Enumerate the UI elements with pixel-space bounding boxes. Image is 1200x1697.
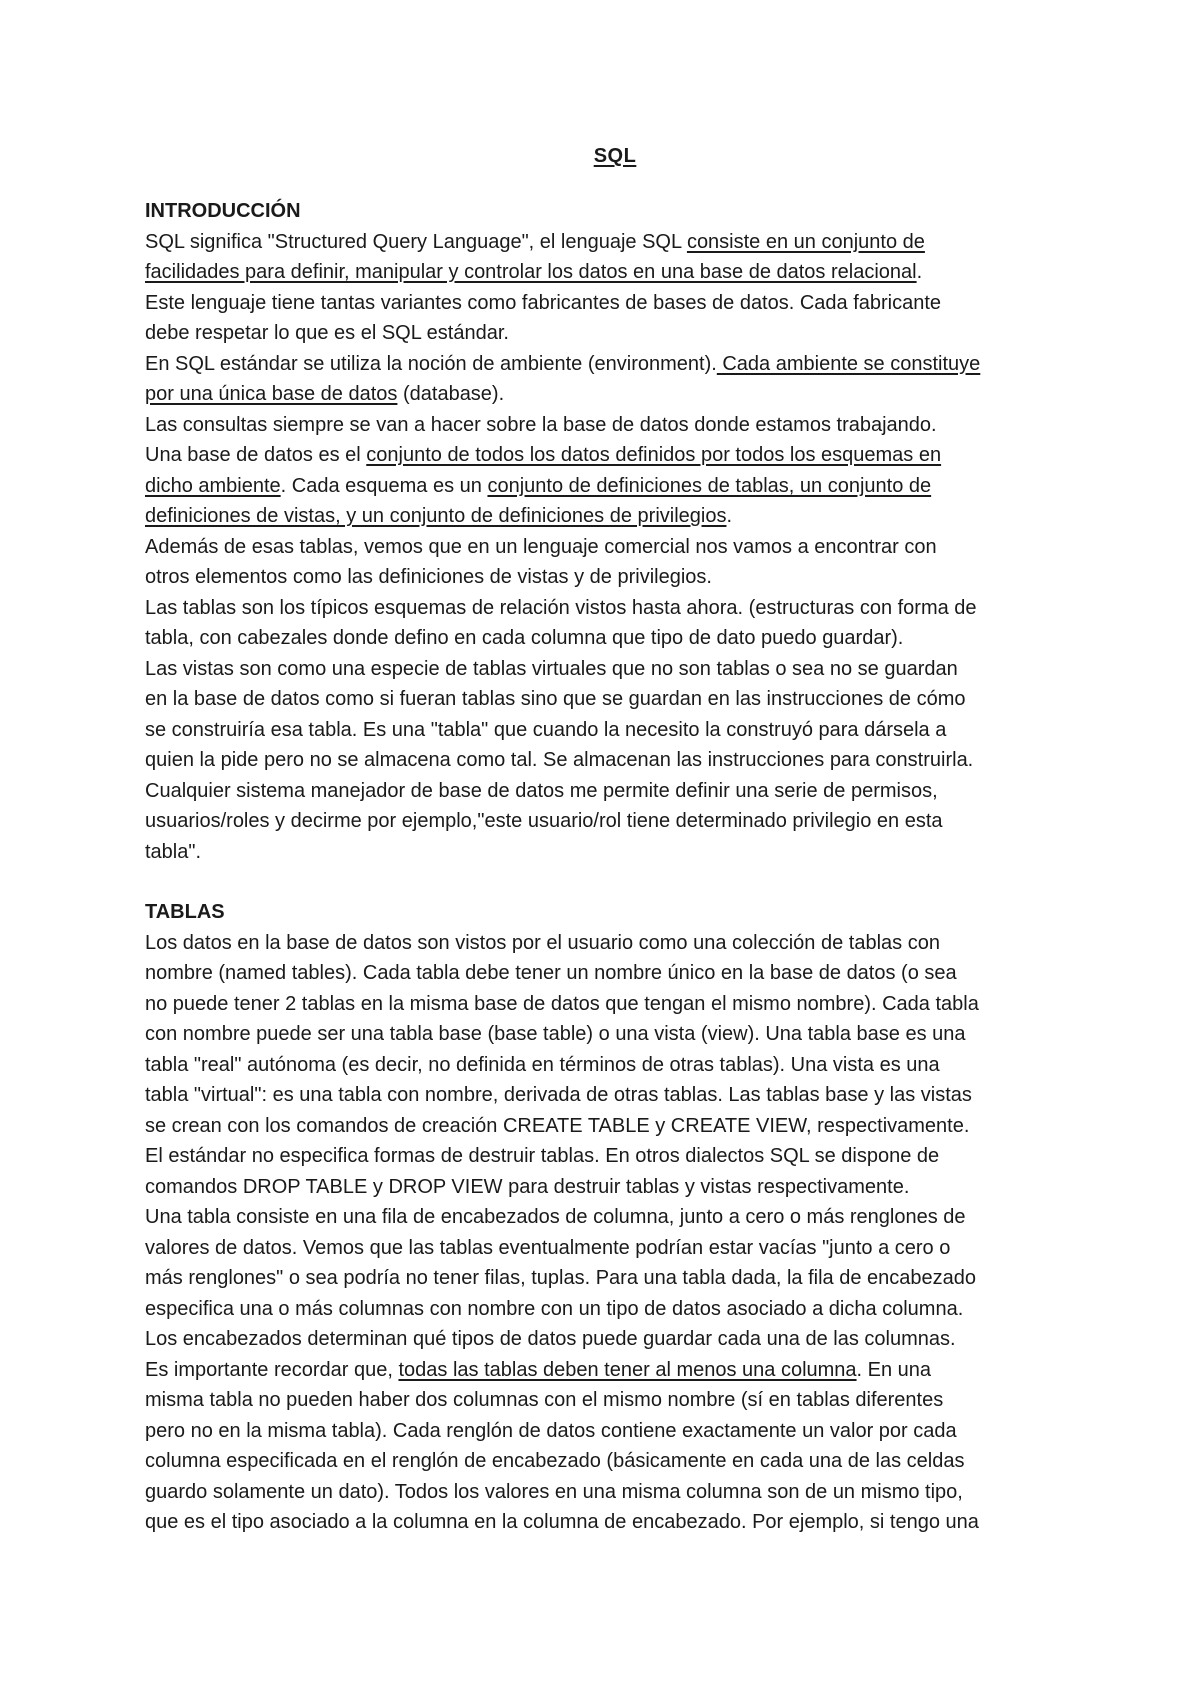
- text-line: [145, 745, 1085, 776]
- text-line: [145, 501, 1085, 532]
- text-line: [145, 410, 1085, 441]
- section-heading: TABLAS: [145, 901, 225, 923]
- text-line: [145, 318, 1085, 349]
- text-line: [145, 1141, 1085, 1172]
- text-segment: que es el tipo asociado a la columna en la columna de encabezado. Por ejemplo, si tengo una: [145, 1511, 979, 1533]
- text-line: [145, 1080, 1085, 1111]
- text-segment: Los datos en la base de datos son vistos por el usuario como una colección de tablas con: [145, 931, 940, 954]
- text-line: [145, 227, 1085, 258]
- text-line: [145, 928, 1085, 959]
- text-segment: SQL significa "Structured Query Language", el lenguaje SQL: [145, 230, 687, 253]
- text-segment: especifica una o más columnas con nombre con un tipo de datos asociado a dicha columna.: [145, 1297, 964, 1320]
- text-line: [145, 654, 1085, 685]
- text-line: [145, 379, 1085, 410]
- text-segment: valores de datos. Vemos que las tablas eventualmente podrían estar vacías "junto a cero o: [145, 1236, 951, 1259]
- text-line: [145, 562, 1085, 593]
- text-line: [145, 1355, 1085, 1386]
- text-segment: más renglones" o sea podría no tener filas, tuplas. Para una tabla dada, la fila de encabezado: [145, 1267, 976, 1289]
- text-segment: comandos DROP TABLE y DROP VIEW para destruir tablas y vistas respectivamente.: [145, 1175, 910, 1198]
- text-segment: con nombre puede ser una tabla base (base table) o una vista (view). Una tabla base es una: [145, 1023, 966, 1045]
- text-segment: otros elementos como las definiciones de vistas y de privilegios.: [145, 566, 712, 588]
- text-segment: tabla, con cabezales donde defino en cada columna que tipo de dato puedo guardar).: [145, 627, 904, 649]
- section-gap: [145, 867, 1085, 897]
- text-segment: Cualquier sistema manejador de base de datos me permite definir una serie de permisos,: [145, 779, 938, 802]
- text-line: [145, 958, 1085, 989]
- text-segment: Es importante recordar que,: [145, 1358, 399, 1381]
- text-line: [145, 471, 1085, 502]
- section-introduccion: [145, 196, 1085, 867]
- text-segment: pero no en la misma tabla). Cada renglón de datos contiene exactamente un valor por cada: [145, 1419, 957, 1442]
- underlined-text: definiciones de vistas, y un conjunto de definiciones de privilegios: [145, 505, 727, 527]
- underlined-text: todas las tablas deben tener al menos una columna: [398, 1358, 857, 1381]
- section-body: [145, 227, 1085, 868]
- text-segment: se construiría esa tabla. Es una "tabla" que cuando la necesito la construyó para dársela a: [145, 718, 947, 741]
- text-segment: tabla".: [145, 840, 202, 863]
- text-line: [145, 1111, 1085, 1142]
- text-line: [145, 1233, 1085, 1264]
- text-segment: (database).: [397, 383, 505, 405]
- text-line: [145, 288, 1085, 319]
- text-line: [145, 257, 1085, 288]
- underlined-text: conjunto de todos los datos definidos por todos los esquemas en: [366, 444, 942, 466]
- text-segment: Además de esas tablas, vemos que en un lenguaje comercial nos vamos a encontrar con: [145, 535, 937, 558]
- text-segment: tabla "real" autónoma (es decir, no definida en términos de otras tablas). Una vista es una: [145, 1053, 940, 1076]
- text-segment: columna especificada en el renglón de encabezado (básicamente en cada una de las celdas: [145, 1450, 965, 1472]
- text-segment: Los encabezados determinan qué tipos de datos puede guardar cada una de las columnas.: [145, 1328, 956, 1350]
- text-segment: se crean con los comandos de creación CREATE TABLE y CREATE VIEW, respectivamente.: [145, 1114, 970, 1137]
- underlined-text: consiste en un conjunto de: [686, 230, 925, 253]
- text-segment: en la base de datos como si fueran tablas sino que se guardan en las instrucciones de cómo: [145, 688, 966, 710]
- text-line: [145, 806, 1085, 837]
- document-page: [145, 145, 1085, 1538]
- text-segment: no puede tener 2 tablas en la misma base de datos que tengan el mismo nombre). Cada tabla: [145, 992, 979, 1015]
- page-title: SQL: [593, 145, 637, 167]
- underlined-text: Cada ambiente se constituye: [716, 352, 981, 375]
- text-line: [145, 837, 1085, 868]
- text-segment: Una base de datos es el: [145, 444, 367, 466]
- text-segment: guardo solamente un dato). Todos los valores en una misma columna son de un mismo tipo,: [145, 1480, 963, 1503]
- text-line: [145, 989, 1085, 1020]
- section-tablas: [145, 897, 1085, 1538]
- text-line: [145, 1446, 1085, 1477]
- text-segment: tabla "virtual": es una tabla con nombre, derivada de otras tablas. Las tablas base y las vistas: [145, 1084, 972, 1106]
- text-segment: usuarios/roles y decirme por ejemplo,"este usuario/rol tiene determinado privilegio en esta: [145, 810, 943, 832]
- text-segment: Este lenguaje tiene tantas variantes como fabricantes de bases de datos. Cada fabricante: [145, 291, 942, 314]
- text-line: [145, 593, 1085, 624]
- text-line: [145, 1019, 1085, 1050]
- text-line: [145, 1385, 1085, 1416]
- text-segment: . En una: [856, 1358, 932, 1381]
- text-line: [145, 623, 1085, 654]
- underlined-text: dicho ambiente: [145, 474, 281, 497]
- text-line: [145, 1416, 1085, 1447]
- underlined-text: facilidades para definir, manipular y controlar los datos en una base de datos relacional: [145, 261, 917, 283]
- text-segment: En SQL estándar se utiliza la noción de ambiente (environment).: [145, 352, 717, 375]
- text-line: [145, 440, 1085, 471]
- text-line: [145, 1172, 1085, 1203]
- text-segment: nombre (named tables). Cada tabla debe tener un nombre único en la base de datos (o sea: [145, 962, 957, 984]
- text-segment: misma tabla no pueden haber dos columnas con el mismo nombre (sí en tablas diferentes: [145, 1389, 944, 1411]
- text-line: [145, 1324, 1085, 1355]
- underlined-text: por una única base de datos: [145, 383, 398, 405]
- text-line: [145, 776, 1085, 807]
- underlined-text: conjunto de definiciones de tablas, un conjunto de: [487, 474, 932, 497]
- text-line: [145, 349, 1085, 380]
- text-segment: debe respetar lo que es el SQL estándar.: [145, 322, 509, 344]
- text-segment: .: [726, 505, 733, 527]
- text-line: [145, 532, 1085, 563]
- text-line: [145, 684, 1085, 715]
- text-segment: Las consultas siempre se van a hacer sobre la base de datos donde estamos trabajando.: [145, 413, 937, 436]
- text-line: [145, 1050, 1085, 1081]
- text-line: [145, 715, 1085, 746]
- section-heading: INTRODUCCIÓN: [145, 200, 301, 222]
- text-line: [145, 1202, 1085, 1233]
- text-segment: Las vistas son como una especie de tablas virtuales que no son tablas o sea no se guardan: [145, 657, 958, 680]
- text-segment: El estándar no especifica formas de destruir tablas. En otros dialectos SQL se dispone de: [145, 1145, 940, 1167]
- text-line: [145, 1477, 1085, 1508]
- text-line: [145, 1507, 1085, 1538]
- text-segment: . Cada esquema es un: [280, 474, 488, 497]
- text-line: [145, 1263, 1085, 1294]
- section-body: [145, 928, 1085, 1538]
- text-segment: .: [916, 261, 923, 283]
- text-segment: Las tablas son los típicos esquemas de relación vistos hasta ahora. (estructuras con forma de: [145, 596, 977, 619]
- text-segment: quien la pide pero no se almacena como tal. Se almacenan las instrucciones para construirla.: [145, 749, 974, 771]
- text-segment: Una tabla consiste en una fila de encabezados de columna, junto a cero o más renglones de: [145, 1206, 966, 1228]
- text-line: [145, 1294, 1085, 1325]
